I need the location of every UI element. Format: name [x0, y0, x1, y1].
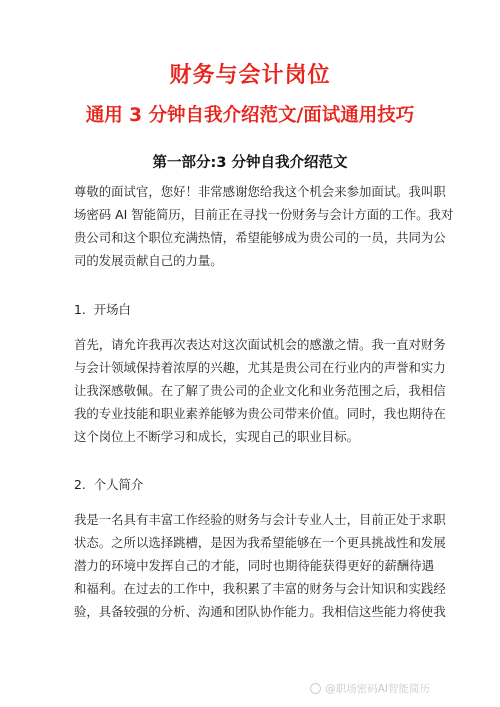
- section-heading: 第一部分:3 分钟自我介绍范文: [152, 155, 348, 171]
- paragraph-line: 让我深感敬佩。在了解了贵公司的企业文化和业务范围之后，我相信: [74, 383, 446, 398]
- paragraph-line: 场密码 AI 智能简历，目前正在寻找一份财务与会计方面的工作。我对: [74, 207, 454, 222]
- watermark: [310, 681, 430, 696]
- paragraph-line: 首先，请允许我再次表达对这次面试机会的感激之情。我一直对财务: [74, 337, 446, 352]
- paragraph-line: 状态。之所以选择跳槽，是因为我希望能够在一个更具挑战性和发展: [74, 535, 446, 550]
- paragraph-line: 贵公司和这个职位充满热情，希望能够成为贵公司的一员，共同为公: [74, 230, 446, 245]
- document-title: 财务与会计岗位: [169, 63, 331, 88]
- paragraph-line: 和福利。在过去的工作中，我积累了丰富的财务与会计知识和实践经: [74, 581, 446, 596]
- watermark-logo-icon: [310, 683, 321, 694]
- opening-paragraph: [74, 333, 446, 448]
- paragraph-line: 这个岗位上不断学习和成长，实现自己的职业目标。: [74, 429, 359, 444]
- profile-paragraph: [74, 508, 446, 623]
- heading-opening: 1. 开场白: [74, 302, 131, 317]
- document-subtitle: 通用 3 分钟自我介绍范文/面试通用技巧: [85, 105, 415, 126]
- paragraph-line: 司的发展贡献自己的力量。: [74, 253, 223, 268]
- paragraph-line: 我是一名具有丰富工作经验的财务与会计专业人士，目前正处于求职: [74, 512, 446, 527]
- paragraph-line: 与会计领域保持着浓厚的兴趣，尤其是贵公司在行业内的声誉和实力: [74, 360, 446, 375]
- paragraph-line: 潜力的环境中发挥自己的才能，同时也期待能获得更好的薪酬待遇: [74, 558, 434, 573]
- paragraph-line: 验，具备较强的分析、沟通和团队协作能力。我相信这些能力将使我: [74, 604, 446, 619]
- paragraph-line: 我的专业技能和职业素养能够为贵公司带来价值。同时，我也期待在: [74, 406, 446, 421]
- intro-paragraph: [74, 180, 454, 272]
- watermark-text: @职场密码AI智能简历: [325, 683, 430, 695]
- paragraph-line: 尊敬的面试官，您好！非常感谢您给我这个机会来参加面试。我叫职: [74, 184, 446, 199]
- heading-profile: 2. 个人简介: [74, 477, 144, 492]
